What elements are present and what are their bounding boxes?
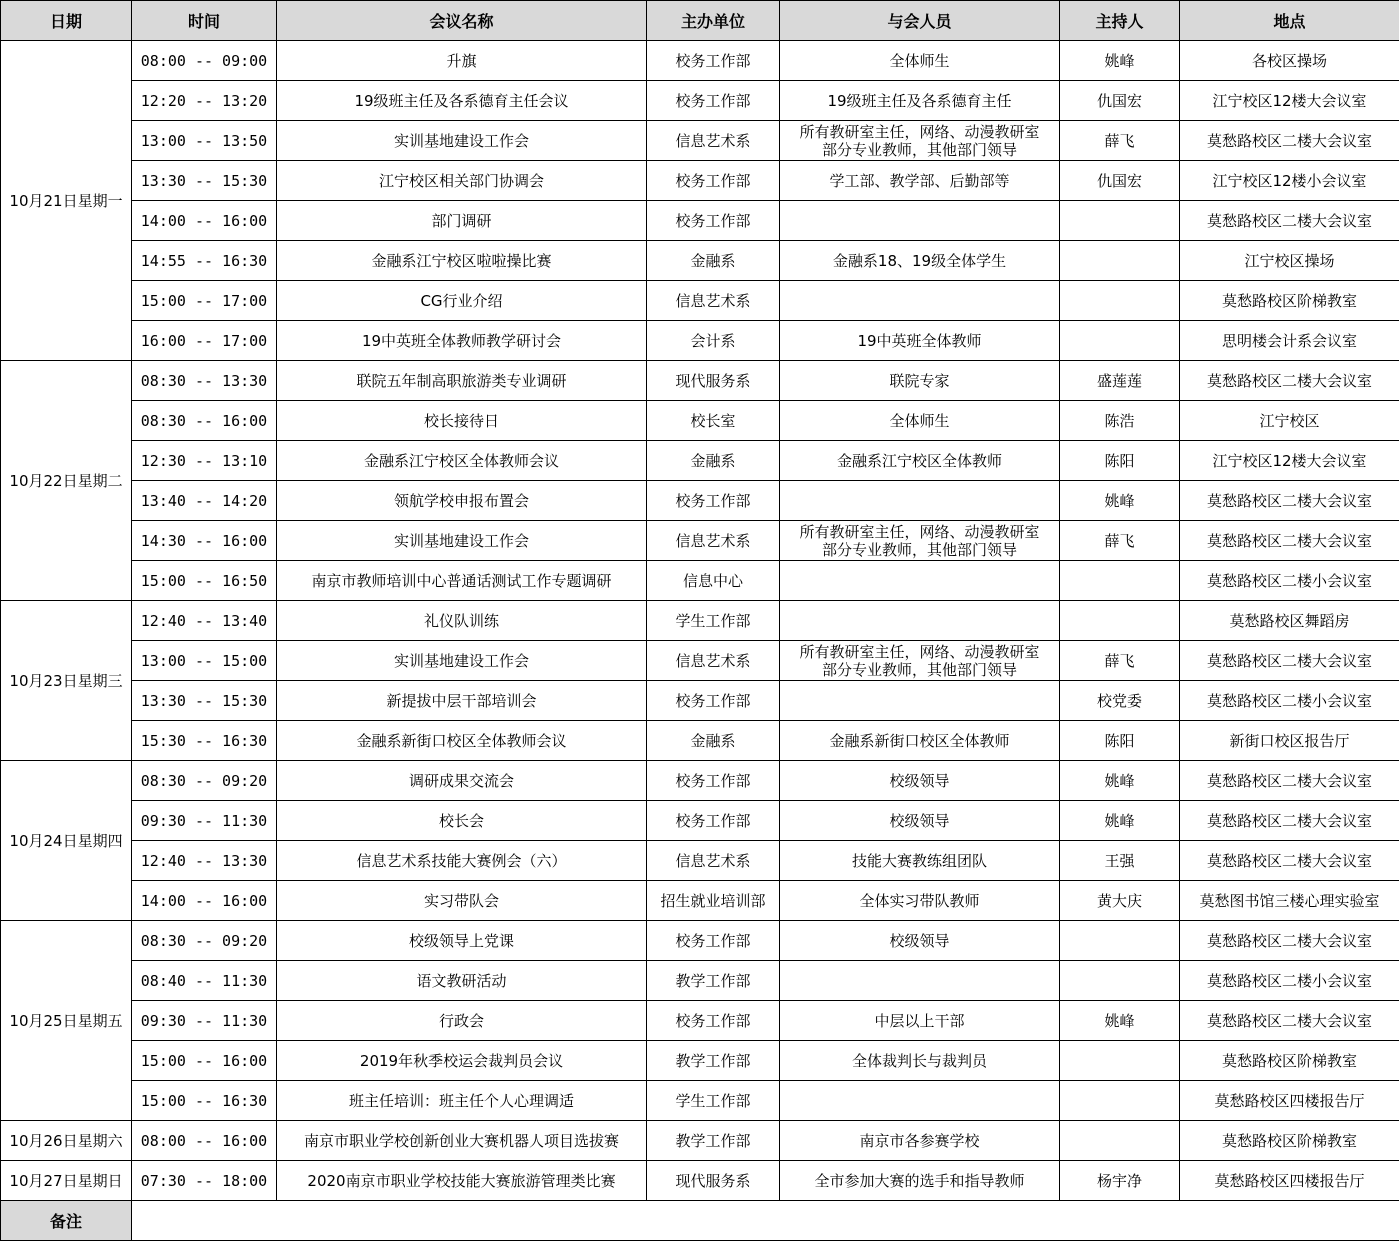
attendees-cell: [780, 561, 1060, 601]
organizer-cell: 信息艺术系: [647, 641, 780, 681]
location-cell: 思明楼会计系会议室: [1180, 321, 1399, 361]
location-cell: 莫愁路校区阶梯教室: [1180, 1121, 1399, 1161]
organizer-cell: 会计系: [647, 321, 780, 361]
time-cell: 13:30 -- 15:30: [132, 161, 277, 201]
date-cell: 10月25日星期五: [1, 921, 132, 1121]
time-cell: 08:30 -- 09:20: [132, 921, 277, 961]
time-cell: 16:00 -- 17:00: [132, 321, 277, 361]
time-cell: 13:40 -- 14:20: [132, 481, 277, 521]
organizer-cell: 校务工作部: [647, 481, 780, 521]
attendees-line: 部分专业教师，其他部门领导: [821, 540, 1017, 559]
attendees-cell: [780, 401, 1060, 441]
attendees-line: 学工部、教学部、后勤部等: [829, 171, 1010, 190]
date-cell: 10月27日星期日: [1, 1161, 132, 1201]
location-cell: 莫愁路校区二楼大会议室: [1180, 841, 1399, 881]
host-cell: 仇国宏: [1060, 81, 1180, 121]
schedule-body: [1, 41, 1399, 1201]
schedule-row: [1, 361, 1399, 401]
header-location: 地点: [1180, 1, 1399, 41]
organizer-cell: 校务工作部: [647, 681, 780, 721]
attendees-line: 技能大赛教练组团队: [851, 851, 987, 870]
organizer-cell: 金融系: [647, 721, 780, 761]
attendees-cell: [780, 1041, 1060, 1081]
organizer-cell: 教学工作部: [647, 961, 780, 1001]
host-cell: [1060, 1121, 1180, 1161]
host-cell: 陈阳: [1060, 721, 1180, 761]
date-cell: 10月24日星期四: [1, 761, 132, 921]
location-cell: 莫愁路校区二楼小会议室: [1180, 681, 1399, 721]
header-organizer: 主办单位: [647, 1, 780, 41]
host-cell: 薛飞: [1060, 641, 1180, 681]
meeting-name-cell: 联院五年制高职旅游类专业调研: [277, 361, 647, 401]
time-cell: 15:00 -- 16:50: [132, 561, 277, 601]
meeting-name-cell: 实训基地建设工作会: [277, 641, 647, 681]
location-cell: 莫愁路校区阶梯教室: [1180, 1041, 1399, 1081]
attendees-line: 联院专家: [889, 371, 950, 390]
schedule-row: [1, 721, 1399, 761]
host-cell: [1060, 921, 1180, 961]
location-cell: 江宁校区12楼大会议室: [1180, 441, 1399, 481]
location-cell: 莫愁路校区舞蹈房: [1180, 601, 1399, 641]
meeting-name-cell: 南京市教师培训中心普通话测试工作专题调研: [277, 561, 647, 601]
attendees-line: 金融系18、19级全体学生: [832, 251, 1007, 270]
organizer-cell: 金融系: [647, 241, 780, 281]
time-cell: 12:30 -- 13:10: [132, 441, 277, 481]
meeting-name-cell: 19级班主任及各系德育主任会议: [277, 81, 647, 121]
note-row: [1, 1201, 1399, 1241]
schedule-row: [1, 841, 1399, 881]
attendees-cell: [780, 1081, 1060, 1121]
attendees-cell: [780, 161, 1060, 201]
schedule-row: [1, 961, 1399, 1001]
schedule-row: [1, 561, 1399, 601]
time-cell: 12:20 -- 13:20: [132, 81, 277, 121]
attendees-cell: [780, 961, 1060, 1001]
schedule-row: [1, 801, 1399, 841]
meeting-name-cell: 升旗: [277, 41, 647, 81]
organizer-cell: 学生工作部: [647, 1081, 780, 1121]
attendees-cell: [780, 441, 1060, 481]
organizer-cell: 校务工作部: [647, 801, 780, 841]
attendees-line: 所有教研室主任，网络、动漫教研室: [799, 642, 1040, 661]
time-cell: 14:00 -- 16:00: [132, 201, 277, 241]
schedule-row: [1, 641, 1399, 681]
time-cell: 13:30 -- 15:30: [132, 681, 277, 721]
attendees-cell: [780, 721, 1060, 761]
time-cell: 09:30 -- 11:30: [132, 801, 277, 841]
header-host: 主持人: [1060, 1, 1180, 41]
attendees-cell: [780, 121, 1060, 161]
schedule-row: [1, 41, 1399, 81]
meeting-name-cell: 部门调研: [277, 201, 647, 241]
time-cell: 14:00 -- 16:00: [132, 881, 277, 921]
host-cell: 黄大庆: [1060, 881, 1180, 921]
header-meeting-name: 会议名称: [277, 1, 647, 41]
location-cell: 莫愁路校区二楼小会议室: [1180, 961, 1399, 1001]
date-cell: 10月23日星期三: [1, 601, 132, 761]
time-cell: 15:30 -- 16:30: [132, 721, 277, 761]
host-cell: [1060, 1041, 1180, 1081]
schedule-row: [1, 201, 1399, 241]
organizer-cell: 校务工作部: [647, 161, 780, 201]
organizer-cell: 招生就业培训部: [647, 881, 780, 921]
header-time: 时间: [132, 1, 277, 41]
attendees-cell: [780, 241, 1060, 281]
attendees-line: 全体裁判长与裁判员: [851, 1051, 987, 1070]
location-cell: 莫愁路校区二楼大会议室: [1180, 121, 1399, 161]
host-cell: 陈阳: [1060, 441, 1180, 481]
location-cell: 新街口校区报告厅: [1180, 721, 1399, 761]
attendees-line: 校级领导: [889, 931, 950, 950]
attendees-line: 所有教研室主任，网络、动漫教研室: [799, 122, 1040, 141]
organizer-cell: 学生工作部: [647, 601, 780, 641]
organizer-cell: 信息艺术系: [647, 121, 780, 161]
schedule-row: [1, 921, 1399, 961]
attendees-cell: [780, 201, 1060, 241]
location-cell: 莫愁路校区阶梯教室: [1180, 281, 1399, 321]
location-cell: 莫愁图书馆三楼心理实验室: [1180, 881, 1399, 921]
meeting-name-cell: 金融系江宁校区啦啦操比赛: [277, 241, 647, 281]
schedule-row: [1, 481, 1399, 521]
time-cell: 08:30 -- 13:30: [132, 361, 277, 401]
organizer-cell: 校务工作部: [647, 201, 780, 241]
meeting-name-cell: 信息艺术系技能大赛例会（六）: [277, 841, 647, 881]
meeting-name-cell: 校长接待日: [277, 401, 647, 441]
attendees-line: 全体师生: [889, 51, 950, 70]
schedule-row: [1, 681, 1399, 721]
host-cell: 陈浩: [1060, 401, 1180, 441]
host-cell: [1060, 281, 1180, 321]
time-cell: 13:00 -- 15:00: [132, 641, 277, 681]
attendees-cell: [780, 1001, 1060, 1041]
host-cell: [1060, 241, 1180, 281]
organizer-cell: 信息艺术系: [647, 281, 780, 321]
attendees-line: 部分专业教师，其他部门领导: [821, 140, 1017, 159]
schedule-row: [1, 1121, 1399, 1161]
attendees-line: 全体师生: [889, 411, 950, 430]
attendees-cell: [780, 841, 1060, 881]
schedule-row: [1, 121, 1399, 161]
host-cell: 盛莲莲: [1060, 361, 1180, 401]
attendees-line: 中层以上干部: [874, 1011, 965, 1030]
attendees-cell: [780, 281, 1060, 321]
time-cell: 13:00 -- 13:50: [132, 121, 277, 161]
host-cell: [1060, 321, 1180, 361]
schedule-row: [1, 521, 1399, 561]
attendees-cell: [780, 521, 1060, 561]
meeting-name-cell: CG行业介绍: [277, 281, 647, 321]
meeting-name-cell: 校级领导上党课: [277, 921, 647, 961]
organizer-cell: 信息艺术系: [647, 521, 780, 561]
host-cell: [1060, 1081, 1180, 1121]
meeting-name-cell: 领航学校申报布置会: [277, 481, 647, 521]
time-cell: 12:40 -- 13:30: [132, 841, 277, 881]
attendees-cell: [780, 881, 1060, 921]
organizer-cell: 现代服务系: [647, 361, 780, 401]
host-cell: 杨宇净: [1060, 1161, 1180, 1201]
location-cell: 莫愁路校区二楼大会议室: [1180, 921, 1399, 961]
organizer-cell: 校务工作部: [647, 1001, 780, 1041]
attendees-line: 19中英班全体教师: [857, 331, 982, 350]
time-cell: 08:00 -- 16:00: [132, 1121, 277, 1161]
location-cell: 莫愁路校区二楼大会议室: [1180, 761, 1399, 801]
attendees-line: 全体实习带队教师: [859, 891, 980, 910]
host-cell: [1060, 961, 1180, 1001]
note-content: [132, 1201, 1399, 1241]
location-cell: 莫愁路校区四楼报告厅: [1180, 1161, 1399, 1201]
schedule-row: [1, 321, 1399, 361]
attendees-cell: [780, 801, 1060, 841]
organizer-cell: 校务工作部: [647, 81, 780, 121]
header-row: [1, 1, 1399, 41]
host-cell: 王强: [1060, 841, 1180, 881]
organizer-cell: 校务工作部: [647, 921, 780, 961]
schedule-row: [1, 241, 1399, 281]
organizer-cell: 现代服务系: [647, 1161, 780, 1201]
attendees-line: 校级领导: [889, 811, 950, 830]
host-cell: 校党委: [1060, 681, 1180, 721]
attendees-line: 南京市各参赛学校: [859, 1131, 980, 1150]
host-cell: 薛飞: [1060, 521, 1180, 561]
location-cell: 莫愁路校区四楼报告厅: [1180, 1081, 1399, 1121]
location-cell: 江宁校区12楼小会议室: [1180, 161, 1399, 201]
time-cell: 09:30 -- 11:30: [132, 1001, 277, 1041]
host-cell: [1060, 201, 1180, 241]
attendees-cell: [780, 641, 1060, 681]
schedule-row: [1, 1001, 1399, 1041]
time-cell: 08:30 -- 16:00: [132, 401, 277, 441]
organizer-cell: 校务工作部: [647, 41, 780, 81]
organizer-cell: 校务工作部: [647, 761, 780, 801]
meeting-name-cell: 校长会: [277, 801, 647, 841]
attendees-line: 金融系江宁校区全体教师: [836, 451, 1002, 470]
time-cell: 15:00 -- 17:00: [132, 281, 277, 321]
time-cell: 12:40 -- 13:40: [132, 601, 277, 641]
host-cell: 姚峰: [1060, 481, 1180, 521]
host-cell: 姚峰: [1060, 1001, 1180, 1041]
organizer-cell: 信息中心: [647, 561, 780, 601]
meeting-name-cell: 实习带队会: [277, 881, 647, 921]
host-cell: 姚峰: [1060, 761, 1180, 801]
attendees-cell: [780, 601, 1060, 641]
note-label: 备注: [1, 1201, 132, 1241]
attendees-cell: [780, 761, 1060, 801]
host-cell: 姚峰: [1060, 801, 1180, 841]
attendees-line: 校级领导: [889, 771, 950, 790]
organizer-cell: 校长室: [647, 401, 780, 441]
location-cell: 莫愁路校区二楼大会议室: [1180, 641, 1399, 681]
meeting-name-cell: 行政会: [277, 1001, 647, 1041]
attendees-cell: [780, 81, 1060, 121]
time-cell: 14:55 -- 16:30: [132, 241, 277, 281]
date-cell: 10月26日星期六: [1, 1121, 132, 1161]
attendees-line: 金融系新街口校区全体教师: [829, 731, 1010, 750]
meeting-name-cell: 班主任培训：班主任个人心理调适: [277, 1081, 647, 1121]
meeting-name-cell: 19中英班全体教师教学研讨会: [277, 321, 647, 361]
host-cell: [1060, 561, 1180, 601]
organizer-cell: 教学工作部: [647, 1041, 780, 1081]
meeting-name-cell: 调研成果交流会: [277, 761, 647, 801]
meeting-name-cell: 新提拔中层干部培训会: [277, 681, 647, 721]
schedule-row: [1, 1041, 1399, 1081]
time-cell: 08:30 -- 09:20: [132, 761, 277, 801]
location-cell: 莫愁路校区二楼大会议室: [1180, 521, 1399, 561]
attendees-cell: [780, 321, 1060, 361]
header-date: 日期: [1, 1, 132, 41]
date-cell: 10月22日星期二: [1, 361, 132, 601]
attendees-line: 所有教研室主任，网络、动漫教研室: [799, 522, 1040, 541]
attendees-line: 部分专业教师，其他部门领导: [821, 660, 1017, 679]
time-cell: 07:30 -- 18:00: [132, 1161, 277, 1201]
meeting-name-cell: 南京市职业学校创新创业大赛机器人项目选拔赛: [277, 1121, 647, 1161]
attendees-cell: [780, 481, 1060, 521]
time-cell: 14:30 -- 16:00: [132, 521, 277, 561]
meeting-name-cell: 礼仪队训练: [277, 601, 647, 641]
location-cell: 莫愁路校区二楼大会议室: [1180, 201, 1399, 241]
time-cell: 08:40 -- 11:30: [132, 961, 277, 1001]
schedule-row: [1, 1161, 1399, 1201]
schedule-row: [1, 1081, 1399, 1121]
meeting-name-cell: 2020南京市职业学校技能大赛旅游管理类比赛: [277, 1161, 647, 1201]
location-cell: 莫愁路校区二楼大会议室: [1180, 801, 1399, 841]
attendees-cell: [780, 681, 1060, 721]
schedule-row: [1, 161, 1399, 201]
meeting-name-cell: 江宁校区相关部门协调会: [277, 161, 647, 201]
attendees-cell: [780, 361, 1060, 401]
attendees-cell: [780, 1121, 1060, 1161]
location-cell: 江宁校区: [1180, 401, 1399, 441]
schedule-row: [1, 761, 1399, 801]
location-cell: 莫愁路校区二楼大会议室: [1180, 481, 1399, 521]
attendees-cell: [780, 1161, 1060, 1201]
meeting-name-cell: 金融系江宁校区全体教师会议: [277, 441, 647, 481]
location-cell: 莫愁路校区二楼大会议室: [1180, 361, 1399, 401]
meeting-name-cell: 实训基地建设工作会: [277, 521, 647, 561]
attendees-line: 19级班主任及各系德育主任: [827, 91, 1012, 110]
meeting-name-cell: 2019年秋季校运会裁判员会议: [277, 1041, 647, 1081]
meeting-name-cell: 语文教研活动: [277, 961, 647, 1001]
organizer-cell: 教学工作部: [647, 1121, 780, 1161]
location-cell: 各校区操场: [1180, 41, 1399, 81]
schedule-row: [1, 281, 1399, 321]
schedule-row: [1, 881, 1399, 921]
location-cell: 莫愁路校区二楼小会议室: [1180, 561, 1399, 601]
time-cell: 15:00 -- 16:00: [132, 1041, 277, 1081]
schedule-row: [1, 81, 1399, 121]
attendees-cell: [780, 41, 1060, 81]
location-cell: 江宁校区12楼大会议室: [1180, 81, 1399, 121]
location-cell: 莫愁路校区二楼大会议室: [1180, 1001, 1399, 1041]
schedule-row: [1, 601, 1399, 641]
organizer-cell: 金融系: [647, 441, 780, 481]
location-cell: 江宁校区操场: [1180, 241, 1399, 281]
time-cell: 15:00 -- 16:30: [132, 1081, 277, 1121]
time-cell: 08:00 -- 09:00: [132, 41, 277, 81]
attendees-line: 全市参加大赛的选手和指导教师: [814, 1171, 1025, 1190]
meeting-name-cell: 实训基地建设工作会: [277, 121, 647, 161]
schedule-row: [1, 441, 1399, 481]
host-cell: [1060, 601, 1180, 641]
host-cell: 仇国宏: [1060, 161, 1180, 201]
attendees-cell: [780, 921, 1060, 961]
schedule-row: [1, 401, 1399, 441]
header-attendees: 与会人员: [780, 1, 1060, 41]
organizer-cell: 信息艺术系: [647, 841, 780, 881]
date-cell: 10月21日星期一: [1, 41, 132, 361]
host-cell: 薛飞: [1060, 121, 1180, 161]
host-cell: 姚峰: [1060, 41, 1180, 81]
meeting-name-cell: 金融系新街口校区全体教师会议: [277, 721, 647, 761]
